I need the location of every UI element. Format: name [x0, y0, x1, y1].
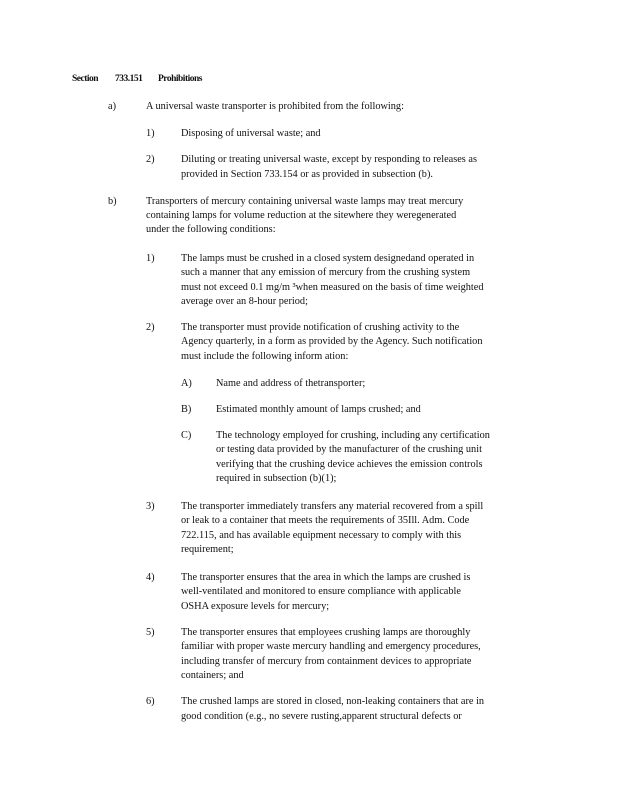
text-line: familiar with proper waste mercury handling and emergency procedures,	[181, 641, 481, 653]
item-text	[181, 626, 516, 683]
text-line: including transfer of mercury from containment devices to appropriate	[181, 655, 472, 667]
item-text	[216, 377, 396, 392]
text-line: or testing data provided by the manufacturer of the crushing unit	[216, 444, 482, 456]
text-line: provided in Section 733.154 or as provided in subsection (b).	[181, 168, 433, 180]
text-line: The transporter ensures that the area in which the lamps are crushed is	[181, 572, 471, 583]
item-text	[181, 127, 361, 142]
text-line: A universal waste transporter is prohibited from the following:	[146, 101, 404, 112]
item-text	[181, 252, 527, 309]
text-line: must not exceed 0.1 mg/m ³when measured on the basis of time weighted	[181, 281, 484, 293]
text-line: average over an 8-hour period;	[181, 295, 308, 307]
item-label: A)	[181, 378, 192, 389]
item-label: 1)	[146, 128, 155, 139]
text-line: verifying that the crushing device achieves the emission controls	[216, 458, 483, 470]
text-line: Disposing of universal waste; and	[181, 128, 321, 139]
item-text	[181, 695, 534, 724]
text-line: 722.115, and has available equipment necessary to comply with this	[181, 529, 462, 541]
item-label: b)	[108, 196, 117, 207]
text-line: The transporter immediately transfers any material recovered from a spill	[181, 501, 484, 512]
text-line: containing lamps for volume reduction at the sitewhere they weregenerated	[146, 210, 457, 221]
text-line: Transporters of mercury containing universal waste lamps may treat mercury	[146, 196, 464, 207]
section-title: Prohibitions	[158, 74, 202, 84]
item-label: 2)	[146, 154, 155, 165]
text-line: The technology employed for crushing, including any certification	[216, 430, 490, 441]
text-line: or leak to a container that meets the requirements of 35Ill. Adm. Code	[181, 515, 470, 527]
item-text	[181, 321, 530, 364]
text-line: well-ventilated and monitored to ensure compliance with applicable	[181, 586, 461, 598]
item-label: 1)	[146, 253, 155, 264]
text-line: Diluting or treating universal waste, except by responding to releases as	[181, 154, 477, 165]
section-number: 733.151	[115, 74, 143, 84]
item-label: a)	[108, 101, 116, 112]
item-label: 5)	[146, 627, 155, 638]
text-line: containers; and	[181, 669, 244, 681]
item-text	[146, 100, 456, 115]
text-line: Name and address of thetransporter;	[216, 378, 366, 389]
text-line: must include the following inform ation:	[181, 350, 349, 362]
item-label: C)	[181, 430, 192, 441]
item-label: 2)	[146, 322, 155, 333]
text-line: The transporter ensures that employees crushing lamps are thoroughly	[181, 627, 471, 638]
text-line: requirement;	[181, 543, 234, 555]
item-text	[146, 195, 512, 237]
item-text	[216, 403, 456, 418]
item-label: 6)	[146, 696, 155, 707]
item-label: B)	[181, 404, 192, 415]
text-line: under the following conditions:	[146, 224, 276, 235]
text-line: such a manner that any emission of mercury from the crushing system	[181, 267, 471, 279]
text-line: The lamps must be crushed in a closed system designedand operated in	[181, 253, 475, 264]
text-line: required in subsection (b)(1);	[216, 472, 337, 484]
item-text	[216, 429, 528, 486]
item-label: 3)	[146, 501, 155, 512]
item-label: 4)	[146, 572, 155, 583]
text-line: Estimated monthly amount of lamps crushed; and	[216, 404, 421, 415]
text-line: good condition (e.g., no severe rusting,apparent structural defects or	[181, 710, 462, 722]
item-text	[181, 153, 527, 182]
item-text	[181, 500, 531, 557]
item-text	[181, 571, 521, 614]
text-line: OSHA exposure levels for mercury;	[181, 600, 330, 612]
text-line: Agency quarterly, in a form as provided by the Agency. Such notification	[181, 336, 483, 348]
section-label: Section	[72, 74, 99, 84]
text-line: The crushed lamps are stored in closed, non-leaking containers that are in	[181, 696, 485, 707]
text-line: The transporter must provide notification of crushing activity to the	[181, 322, 460, 333]
